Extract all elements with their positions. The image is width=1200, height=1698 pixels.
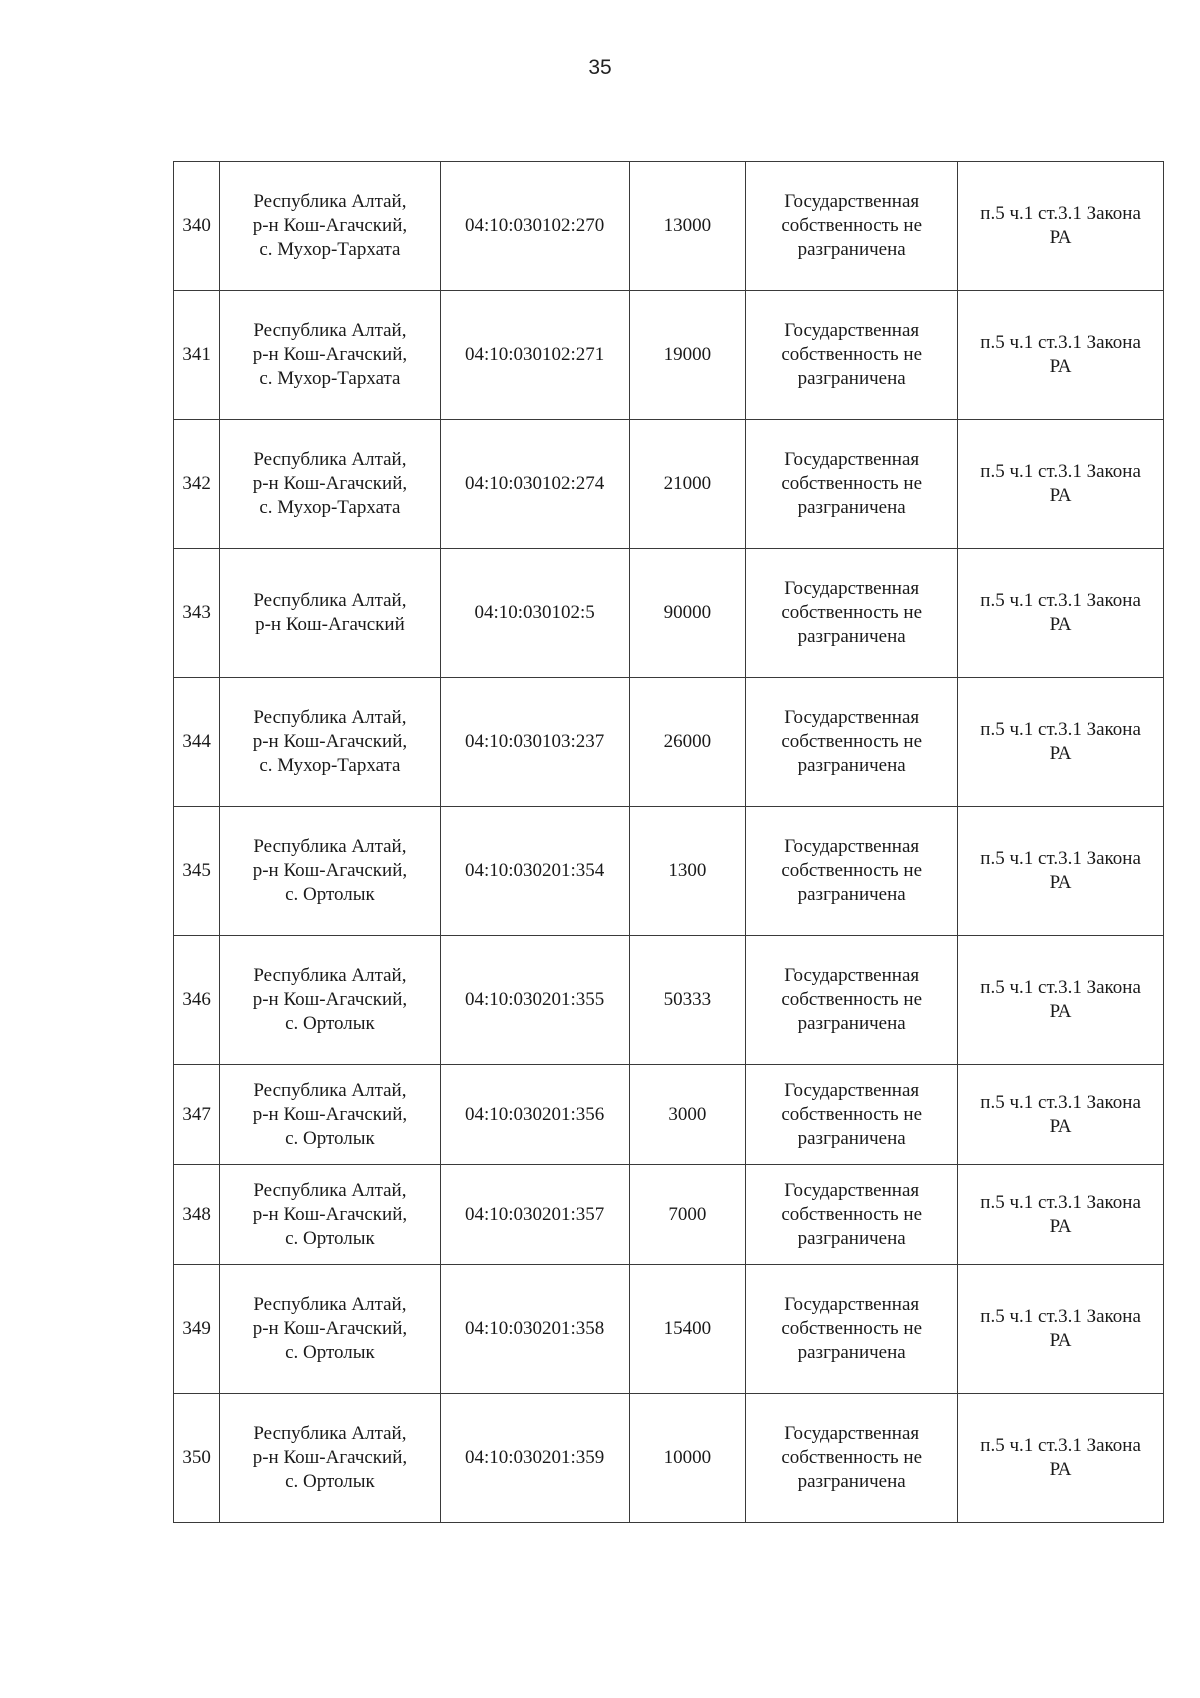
address-line: р-н Кош-Агачский, xyxy=(252,1318,408,1339)
ownership-cell xyxy=(746,162,958,291)
cadastral-number: 04:10:030201:355 xyxy=(440,936,629,1065)
ownership-line: разграничена xyxy=(797,1013,906,1034)
ownership-line: собственность не xyxy=(781,602,923,623)
ownership-line: разграничена xyxy=(797,1342,906,1363)
legal-basis-line: п.5 ч.1 ст.3.1 Закона xyxy=(980,1306,1141,1327)
cadastral-number: 04:10:030102:270 xyxy=(440,162,629,291)
ownership-cell xyxy=(746,1265,958,1394)
legal-basis-line: РА xyxy=(1049,872,1072,893)
legal-basis-line: РА xyxy=(1049,1459,1072,1480)
table-row xyxy=(174,420,1164,549)
address-cell xyxy=(220,549,440,678)
legal-basis-cell xyxy=(958,420,1164,549)
table-row xyxy=(174,291,1164,420)
cadastral-number: 04:10:030201:356 xyxy=(440,1065,629,1165)
ownership-cell xyxy=(746,549,958,678)
ownership-cell xyxy=(746,807,958,936)
cadastral-number: 04:10:030201:359 xyxy=(440,1394,629,1523)
ownership-line: собственность не xyxy=(781,1103,923,1125)
ownership-line: разграничена xyxy=(797,368,906,389)
row-number: 340 xyxy=(174,162,220,291)
ownership-line: Государственная xyxy=(784,707,920,728)
ownership-line: собственность не xyxy=(781,344,923,365)
address-line: Республика Алтай, xyxy=(253,965,407,986)
ownership-cell xyxy=(746,1065,958,1165)
address-line: р-н Кош-Агачский, xyxy=(252,1103,408,1125)
legal-basis-cell xyxy=(958,1065,1164,1165)
ownership-line: Государственная xyxy=(784,836,920,857)
address-line: с. Ортолык xyxy=(285,1013,375,1034)
address-line: Республика Алтай, xyxy=(253,320,407,341)
ownership-line: Государственная xyxy=(784,1423,920,1444)
address-line: Республика Алтай, xyxy=(253,590,407,611)
row-number: 349 xyxy=(174,1265,220,1394)
address-line: р-н Кош-Агачский, xyxy=(252,731,408,752)
legal-basis-line: РА xyxy=(1049,1330,1072,1351)
ownership-cell xyxy=(746,420,958,549)
address-line: Республика Алтай, xyxy=(253,1294,407,1315)
legal-basis-line: РА xyxy=(1049,356,1072,377)
ownership-cell xyxy=(746,936,958,1065)
table-row xyxy=(174,1265,1164,1394)
address-line: р-н Кош-Агачский, xyxy=(252,1203,408,1225)
area-value: 3000 xyxy=(629,1065,746,1165)
ownership-line: разграничена xyxy=(797,755,906,776)
address-line: р-н Кош-Агачский, xyxy=(252,215,408,236)
land-plots-table xyxy=(173,161,1164,1523)
address-line: с. Ортолык xyxy=(285,1227,375,1249)
address-cell xyxy=(220,1065,440,1165)
address-cell xyxy=(220,1165,440,1265)
address-cell xyxy=(220,936,440,1065)
ownership-cell xyxy=(746,678,958,807)
ownership-line: разграничена xyxy=(797,239,906,260)
table-row xyxy=(174,1165,1164,1265)
address-line: р-н Кош-Агачский, xyxy=(252,1447,408,1468)
table-row xyxy=(174,807,1164,936)
ownership-line: Государственная xyxy=(784,1294,920,1315)
ownership-line: разграничена xyxy=(797,1227,906,1249)
ownership-line: разграничена xyxy=(797,626,906,647)
ownership-cell xyxy=(746,1394,958,1523)
area-value: 10000 xyxy=(629,1394,746,1523)
legal-basis-line: РА xyxy=(1049,1115,1072,1137)
legal-basis-cell xyxy=(958,678,1164,807)
address-cell xyxy=(220,162,440,291)
legal-basis-line: п.5 ч.1 ст.3.1 Закона xyxy=(980,977,1141,998)
cadastral-number: 04:10:030201:358 xyxy=(440,1265,629,1394)
ownership-line: разграничена xyxy=(797,497,906,518)
legal-basis-line: п.5 ч.1 ст.3.1 Закона xyxy=(980,848,1141,869)
legal-basis-line: п.5 ч.1 ст.3.1 Закона xyxy=(980,461,1141,482)
address-line: Республика Алтай, xyxy=(253,191,407,212)
ownership-line: собственность не xyxy=(781,731,923,752)
row-number: 344 xyxy=(174,678,220,807)
area-value: 1300 xyxy=(629,807,746,936)
table-body xyxy=(174,162,1164,1523)
address-cell xyxy=(220,420,440,549)
address-line: Республика Алтай, xyxy=(253,1079,407,1101)
address-cell xyxy=(220,1265,440,1394)
address-line: с. Ортолык xyxy=(285,1342,375,1363)
address-line: с. Ортолык xyxy=(285,1471,375,1492)
table-row xyxy=(174,1394,1164,1523)
legal-basis-line: РА xyxy=(1049,614,1072,635)
ownership-line: Государственная xyxy=(784,191,920,212)
ownership-line: Государственная xyxy=(784,1179,920,1201)
address-line: р-н Кош-Агачский, xyxy=(252,989,408,1010)
ownership-line: Государственная xyxy=(784,578,920,599)
cadastral-number: 04:10:030201:354 xyxy=(440,807,629,936)
area-value: 50333 xyxy=(629,936,746,1065)
page-number: 35 xyxy=(588,56,612,79)
legal-basis-cell xyxy=(958,1165,1164,1265)
address-line: р-н Кош-Агачский xyxy=(255,614,405,635)
ownership-line: собственность не xyxy=(781,215,923,236)
cadastral-number: 04:10:030102:271 xyxy=(440,291,629,420)
legal-basis-line: п.5 ч.1 ст.3.1 Закона xyxy=(980,590,1141,611)
area-value: 90000 xyxy=(629,549,746,678)
table-row xyxy=(174,549,1164,678)
cadastral-number: 04:10:030102:274 xyxy=(440,420,629,549)
ownership-line: собственность не xyxy=(781,1318,923,1339)
row-number: 345 xyxy=(174,807,220,936)
row-number: 350 xyxy=(174,1394,220,1523)
row-number: 343 xyxy=(174,549,220,678)
address-cell xyxy=(220,291,440,420)
address-line: Республика Алтай, xyxy=(253,449,407,470)
row-number: 342 xyxy=(174,420,220,549)
ownership-cell xyxy=(746,291,958,420)
ownership-line: разграничена xyxy=(797,1471,906,1492)
address-line: с. Мухор-Тархата xyxy=(259,368,401,389)
ownership-line: Государственная xyxy=(784,965,920,986)
table-row xyxy=(174,162,1164,291)
legal-basis-line: п.5 ч.1 ст.3.1 Закона xyxy=(980,203,1141,224)
row-number: 348 xyxy=(174,1165,220,1265)
legal-basis-cell xyxy=(958,807,1164,936)
ownership-line: собственность не xyxy=(781,1203,923,1225)
legal-basis-cell xyxy=(958,1394,1164,1523)
address-line: Республика Алтай, xyxy=(253,1179,407,1201)
cadastral-number: 04:10:030102:5 xyxy=(440,549,629,678)
legal-basis-cell xyxy=(958,936,1164,1065)
legal-basis-line: п.5 ч.1 ст.3.1 Закона xyxy=(980,1091,1141,1113)
ownership-line: собственность не xyxy=(781,860,923,881)
address-cell xyxy=(220,807,440,936)
legal-basis-line: РА xyxy=(1049,1001,1072,1022)
legal-basis-line: п.5 ч.1 ст.3.1 Закона xyxy=(980,1191,1141,1213)
table-row xyxy=(174,678,1164,807)
ownership-line: разграничена xyxy=(797,1127,906,1149)
ownership-line: Государственная xyxy=(784,320,920,341)
area-value: 21000 xyxy=(629,420,746,549)
legal-basis-line: РА xyxy=(1049,743,1072,764)
address-cell xyxy=(220,678,440,807)
area-value: 7000 xyxy=(629,1165,746,1265)
row-number: 341 xyxy=(174,291,220,420)
legal-basis-line: п.5 ч.1 ст.3.1 Закона xyxy=(980,1435,1141,1456)
legal-basis-cell xyxy=(958,162,1164,291)
ownership-line: Государственная xyxy=(784,1079,920,1101)
ownership-line: Государственная xyxy=(784,449,920,470)
legal-basis-line: РА xyxy=(1049,485,1072,506)
ownership-line: собственность не xyxy=(781,989,923,1010)
address-line: с. Мухор-Тархата xyxy=(259,239,401,260)
table-row xyxy=(174,936,1164,1065)
row-number: 347 xyxy=(174,1065,220,1165)
address-line: с. Ортолык xyxy=(285,884,375,905)
address-cell xyxy=(220,1394,440,1523)
table-row xyxy=(174,1065,1164,1165)
area-value: 13000 xyxy=(629,162,746,291)
area-value: 26000 xyxy=(629,678,746,807)
ownership-line: собственность не xyxy=(781,1447,923,1468)
legal-basis-cell xyxy=(958,549,1164,678)
legal-basis-line: п.5 ч.1 ст.3.1 Закона xyxy=(980,332,1141,353)
address-line: р-н Кош-Агачский, xyxy=(252,473,408,494)
address-line: р-н Кош-Агачский, xyxy=(252,344,408,365)
area-value: 15400 xyxy=(629,1265,746,1394)
address-line: с. Мухор-Тархата xyxy=(259,497,401,518)
ownership-line: собственность не xyxy=(781,473,923,494)
ownership-cell xyxy=(746,1165,958,1265)
legal-basis-line: п.5 ч.1 ст.3.1 Закона xyxy=(980,719,1141,740)
row-number: 346 xyxy=(174,936,220,1065)
legal-basis-cell xyxy=(958,1265,1164,1394)
address-line: р-н Кош-Агачский, xyxy=(252,860,408,881)
address-line: Республика Алтай, xyxy=(253,707,407,728)
address-line: с. Ортолык xyxy=(285,1127,375,1149)
legal-basis-line: РА xyxy=(1049,1215,1072,1237)
legal-basis-cell xyxy=(958,291,1164,420)
legal-basis-line: РА xyxy=(1049,227,1072,248)
area-value: 19000 xyxy=(629,291,746,420)
address-line: с. Мухор-Тархата xyxy=(259,755,401,776)
cadastral-number: 04:10:030103:237 xyxy=(440,678,629,807)
ownership-line: разграничена xyxy=(797,884,906,905)
cadastral-number: 04:10:030201:357 xyxy=(440,1165,629,1265)
address-line: Республика Алтай, xyxy=(253,1423,407,1444)
address-line: Республика Алтай, xyxy=(253,836,407,857)
